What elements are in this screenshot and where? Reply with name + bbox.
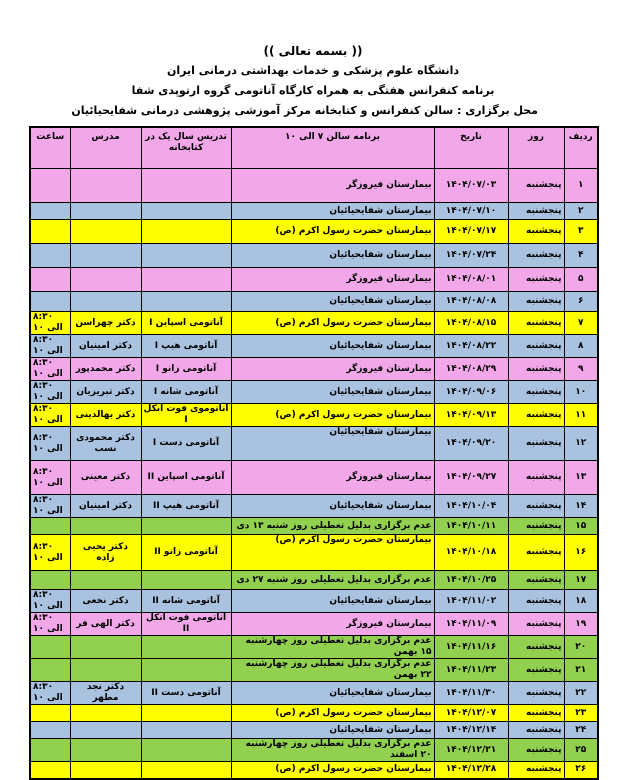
row-program: بیمارستان شفایحیائیان <box>231 427 434 461</box>
row-teacher: دکتر امینیان <box>70 335 141 358</box>
row-day: پنجشنبه <box>508 535 564 571</box>
row-program: بیمارستان حضرت رسول اکرم (ص) <box>231 312 434 335</box>
row-date: ۱۴۰۴/۱۰/۲۵ <box>434 571 508 590</box>
col-header-topic: تدریس سال یک در کتابخانه <box>141 127 231 169</box>
row-topic <box>141 762 231 779</box>
row-teacher <box>70 292 141 312</box>
table-row <box>30 292 598 312</box>
row-index: ۴ <box>564 244 598 268</box>
row-day: پنجشنبه <box>508 244 564 268</box>
row-day: پنجشنبه <box>508 335 564 358</box>
row-date: ۱۴۰۴/۰۷/۱۰ <box>434 203 508 220</box>
table-row <box>30 659 598 682</box>
row-day: پنجشنبه <box>508 762 564 779</box>
row-date: ۱۴۰۴/۱۱/۳۰ <box>434 682 508 705</box>
row-program: بیمارستان شفایحیائیان <box>231 722 434 739</box>
row-time <box>30 220 70 244</box>
row-program: بیمارستان شفایحیائیان <box>231 203 434 220</box>
table-row <box>30 312 598 335</box>
row-program: بیمارستان شفایحیائیان <box>231 495 434 518</box>
row-time <box>30 203 70 220</box>
row-topic <box>141 244 231 268</box>
row-teacher: دکتر چهراسن <box>70 312 141 335</box>
row-teacher: دکتر امینیان <box>70 495 141 518</box>
row-teacher <box>70 518 141 535</box>
row-index: ۲۱ <box>564 659 598 682</box>
row-topic <box>141 739 231 762</box>
row-date: ۱۴۰۴/۰۹/۱۳ <box>434 404 508 427</box>
table-row <box>30 244 598 268</box>
program-title: برنامه کنفرانس هفتگی به همراه کارگاه آناتومی گروه ارتوپدی شفا <box>131 84 495 97</box>
row-time <box>30 571 70 590</box>
row-day: پنجشنبه <box>508 427 564 461</box>
row-index: ۲۰ <box>564 636 598 659</box>
row-date: ۱۴۰۴/۱۲/۲۱ <box>434 739 508 762</box>
row-index: ۱۳ <box>564 461 598 495</box>
row-topic: آناتومی هیپ I <box>141 335 231 358</box>
row-date: ۱۴۰۴/۱۱/۰۲ <box>434 590 508 613</box>
row-teacher: دکتر الهی فر <box>70 613 141 636</box>
row-teacher: دکتر محمودی نسب <box>70 427 141 461</box>
row-teacher <box>70 636 141 659</box>
row-index: ۱۸ <box>564 590 598 613</box>
row-topic: آناتومی زانو I <box>141 358 231 381</box>
row-teacher <box>70 203 141 220</box>
row-index: ۲۶ <box>564 762 598 779</box>
row-time <box>30 268 70 292</box>
row-date: ۱۴۰۴/۱۲/۲۸ <box>434 762 508 779</box>
row-teacher: دکتر تبریزیان <box>70 381 141 404</box>
row-topic: آناتومی دست II <box>141 682 231 705</box>
table-row <box>30 427 598 461</box>
row-teacher <box>70 268 141 292</box>
row-index: ۱۵ <box>564 518 598 535</box>
row-program: بیمارستان حضرت رسول اکرم (ص) <box>231 220 434 244</box>
table-row <box>30 535 598 571</box>
row-index: ۵ <box>564 268 598 292</box>
row-teacher <box>70 169 141 203</box>
row-topic: آناتومی اسپاین I <box>141 312 231 335</box>
row-time: ۸:۳۰ الی ۱۰ <box>30 335 70 358</box>
row-date: ۱۴۰۴/۱۱/۱۶ <box>434 636 508 659</box>
venue-line: محل برگزاری : سالن کنفرانس و کتابخانه مرکز آموزشی پژوهشی درمانی شفایحیائیان <box>71 104 538 117</box>
table-row <box>30 636 598 659</box>
table-row <box>30 682 598 705</box>
row-topic <box>141 220 231 244</box>
header-line-1: (( بسمه تعالی )) <box>263 44 363 58</box>
row-index: ۲۴ <box>564 722 598 739</box>
row-day: پنجشنبه <box>508 722 564 739</box>
row-teacher: دکتر نخعی <box>70 590 141 613</box>
col-header-date: تاریخ <box>434 127 508 169</box>
row-program: بیمارستان حضرت رسول اکرم (ص) <box>231 404 434 427</box>
row-index: ۱۹ <box>564 613 598 636</box>
row-topic: آناتومی زانو II <box>141 535 231 571</box>
row-program: عدم برگزاری بدلیل تعطیلی روز شنبه ۲۷ دی <box>231 571 434 590</box>
row-date: ۱۴۰۴/۰۹/۲۰ <box>434 427 508 461</box>
col-header-idx: ردیف <box>564 127 598 169</box>
row-time <box>30 292 70 312</box>
row-date: ۱۴۰۴/۱۰/۰۴ <box>434 495 508 518</box>
row-date: ۱۴۰۴/۰۷/۰۳ <box>434 169 508 203</box>
row-topic: آناتومی فوت انکل II <box>141 613 231 636</box>
row-date: ۱۴۰۴/۰۸/۰۸ <box>434 292 508 312</box>
row-day: پنجشنبه <box>508 495 564 518</box>
row-time: ۸:۳۰ الی ۱۰ <box>30 312 70 335</box>
row-date: ۱۴۰۴/۱۲/۱۴ <box>434 722 508 739</box>
row-topic <box>141 722 231 739</box>
row-day: پنجشنبه <box>508 358 564 381</box>
row-index: ۱ <box>564 169 598 203</box>
row-program: بیمارستان شفایحیائیان <box>231 292 434 312</box>
table-row <box>30 268 598 292</box>
row-date: ۱۴۰۴/۰۷/۱۷ <box>434 220 508 244</box>
row-teacher <box>70 220 141 244</box>
row-program: بیمارستان حضرت رسول اکرم (ص) <box>231 762 434 779</box>
row-program: بیمارستان حضرت رسول اکرم (ص) <box>231 705 434 722</box>
row-day: پنجشنبه <box>508 590 564 613</box>
row-topic <box>141 571 231 590</box>
row-topic: آناتومی شانه II <box>141 590 231 613</box>
row-day: پنجشنبه <box>508 169 564 203</box>
university-name: دانشگاه علوم پزشکی و خدمات بهداشتی درمانی ایران <box>167 64 459 77</box>
row-index: ۱۶ <box>564 535 598 571</box>
row-time: ۸:۳۰ الی ۱۰ <box>30 613 70 636</box>
row-index: ۷ <box>564 312 598 335</box>
row-time: ۸:۳۰ الی ۱۰ <box>30 682 70 705</box>
table-row <box>30 220 598 244</box>
row-index: ۸ <box>564 335 598 358</box>
row-time: ۸:۳۰ الی ۱۰ <box>30 495 70 518</box>
row-day: پنجشنبه <box>508 682 564 705</box>
row-time <box>30 705 70 722</box>
row-index: ۳ <box>564 220 598 244</box>
row-teacher: دکتر نجد مطهر <box>70 682 141 705</box>
row-topic <box>141 169 231 203</box>
row-day: پنجشنبه <box>508 613 564 636</box>
table-row <box>30 571 598 590</box>
table-header-row <box>30 127 598 169</box>
row-topic <box>141 705 231 722</box>
table-row <box>30 404 598 427</box>
row-index: ۹ <box>564 358 598 381</box>
row-index: ۱۰ <box>564 381 598 404</box>
table-row <box>30 358 598 381</box>
row-date: ۱۴۰۴/۰۹/۰۶ <box>434 381 508 404</box>
row-program: عدم برگزاری بدلیل تعطیلی روز چهارشنبه ۱۵ بهمن <box>231 636 434 659</box>
row-program: بیمارستان فیروزگر <box>231 461 434 495</box>
table-row <box>30 722 598 739</box>
table-row <box>30 613 598 636</box>
row-time <box>30 722 70 739</box>
row-date: ۱۴۰۴/۱۲/۰۷ <box>434 705 508 722</box>
row-time <box>30 739 70 762</box>
row-program: بیمارستان شفایحیائیان <box>231 335 434 358</box>
row-program: بیمارستان فیروزگر <box>231 358 434 381</box>
row-date: ۱۴۰۴/۱۱/۰۹ <box>434 613 508 636</box>
row-program: عدم برگزاری بدلیل تعطیلی روز شنبه ۱۳ دی <box>231 518 434 535</box>
row-day: پنجشنبه <box>508 659 564 682</box>
row-time <box>30 244 70 268</box>
row-topic <box>141 659 231 682</box>
row-date: ۱۴۰۴/۰۸/۱۵ <box>434 312 508 335</box>
row-time <box>30 518 70 535</box>
row-day: پنجشنبه <box>508 312 564 335</box>
row-time: ۸:۳۰ الی ۱۰ <box>30 461 70 495</box>
row-day: پنجشنبه <box>508 571 564 590</box>
row-time: ۸:۳۰ الی ۱۰ <box>30 404 70 427</box>
table-row <box>30 335 598 358</box>
row-day: پنجشنبه <box>508 220 564 244</box>
row-teacher <box>70 705 141 722</box>
row-date: ۱۴۰۴/۰۷/۲۴ <box>434 244 508 268</box>
row-index: ۶ <box>564 292 598 312</box>
row-topic: آناتومی شانه I <box>141 381 231 404</box>
schedule-table <box>29 126 599 780</box>
row-topic: آناتومی اسپاین II <box>141 461 231 495</box>
table-row <box>30 461 598 495</box>
row-time: ۸:۳۰ الی ۱۰ <box>30 535 70 571</box>
row-topic <box>141 203 231 220</box>
row-topic: آناتومی هیپ II <box>141 495 231 518</box>
row-date: ۱۴۰۴/۰۸/۰۱ <box>434 268 508 292</box>
row-teacher: دکتر معینی <box>70 461 141 495</box>
row-date: ۱۴۰۴/۰۸/۲۹ <box>434 358 508 381</box>
row-time <box>30 636 70 659</box>
row-time: ۸:۳۰ الی ۱۰ <box>30 590 70 613</box>
row-topic <box>141 292 231 312</box>
row-index: ۲ <box>564 203 598 220</box>
row-day: پنجشنبه <box>508 203 564 220</box>
table-row <box>30 203 598 220</box>
col-header-teacher: مدرس <box>70 127 141 169</box>
row-time <box>30 762 70 779</box>
row-topic <box>141 268 231 292</box>
row-teacher <box>70 739 141 762</box>
table-body <box>30 169 598 779</box>
row-teacher <box>70 659 141 682</box>
row-index: ۱۲ <box>564 427 598 461</box>
row-topic: آناتومی دست I <box>141 427 231 461</box>
row-index: ۲۲ <box>564 682 598 705</box>
row-date: ۱۴۰۴/۰۸/۲۲ <box>434 335 508 358</box>
row-program: عدم برگزاری بدلیل تعطیلی روز چهارشنبه ۲۲ بهمن <box>231 659 434 682</box>
row-program: بیمارستان شفایحیائیان <box>231 682 434 705</box>
row-time: ۸:۳۰ الی ۱۰ <box>30 427 70 461</box>
row-time: ۸:۳۰ الی ۱۰ <box>30 358 70 381</box>
row-index: ۱۴ <box>564 495 598 518</box>
row-day: پنجشنبه <box>508 404 564 427</box>
row-program: بیمارستان فیروزگر <box>231 613 434 636</box>
row-day: پنجشنبه <box>508 705 564 722</box>
row-topic <box>141 636 231 659</box>
row-teacher <box>70 244 141 268</box>
row-date: ۱۴۰۴/۱۰/۱۸ <box>434 535 508 571</box>
row-index: ۱۱ <box>564 404 598 427</box>
row-day: پنجشنبه <box>508 268 564 292</box>
table-row <box>30 739 598 762</box>
table-row <box>30 762 598 779</box>
row-topic: آناتوموی فوت انکل I <box>141 404 231 427</box>
table-row <box>30 169 598 203</box>
row-teacher: دکتر محمدپور <box>70 358 141 381</box>
row-index: ۱۷ <box>564 571 598 590</box>
col-header-program: برنامه سالن ۷ الی ۱۰ <box>231 127 434 169</box>
row-index: ۲۵ <box>564 739 598 762</box>
table-row <box>30 518 598 535</box>
row-program: بیمارستان شفایحیائیان <box>231 590 434 613</box>
row-day: پنجشنبه <box>508 636 564 659</box>
row-index: ۲۳ <box>564 705 598 722</box>
row-program: عدم برگزاری بدلیل تعطیلی روز چهارشنبه ۲۰ اسفند <box>231 739 434 762</box>
row-date: ۱۴۰۴/۱۰/۱۱ <box>434 518 508 535</box>
row-time: ۸:۳۰ الی ۱۰ <box>30 381 70 404</box>
col-header-time: ساعت <box>30 127 70 169</box>
row-teacher: دکتر بهالدینی <box>70 404 141 427</box>
row-day: پنجشنبه <box>508 739 564 762</box>
row-day: پنجشنبه <box>508 292 564 312</box>
table-row <box>30 705 598 722</box>
row-date: ۱۴۰۴/۱۱/۲۳ <box>434 659 508 682</box>
row-program: بیمارستان شفایحیائیان <box>231 381 434 404</box>
table-row <box>30 495 598 518</box>
row-teacher <box>70 722 141 739</box>
row-time <box>30 659 70 682</box>
row-day: پنجشنبه <box>508 461 564 495</box>
row-time <box>30 169 70 203</box>
table-row <box>30 590 598 613</box>
row-program: بیمارستان حضرت رسول اکرم (ص) <box>231 535 434 571</box>
row-day: پنجشنبه <box>508 381 564 404</box>
row-program: بیمارستان فیروزگر <box>231 268 434 292</box>
row-teacher <box>70 571 141 590</box>
table-row <box>30 381 598 404</box>
row-date: ۱۴۰۴/۰۹/۲۷ <box>434 461 508 495</box>
col-header-day: روز <box>508 127 564 169</box>
row-teacher: دکتر یحیی زاده <box>70 535 141 571</box>
row-program: بیمارستان شفایحیائیان <box>231 244 434 268</box>
row-topic <box>141 518 231 535</box>
row-teacher <box>70 762 141 779</box>
row-day: پنجشنبه <box>508 518 564 535</box>
row-program: بیمارستان فیروزگر <box>231 169 434 203</box>
